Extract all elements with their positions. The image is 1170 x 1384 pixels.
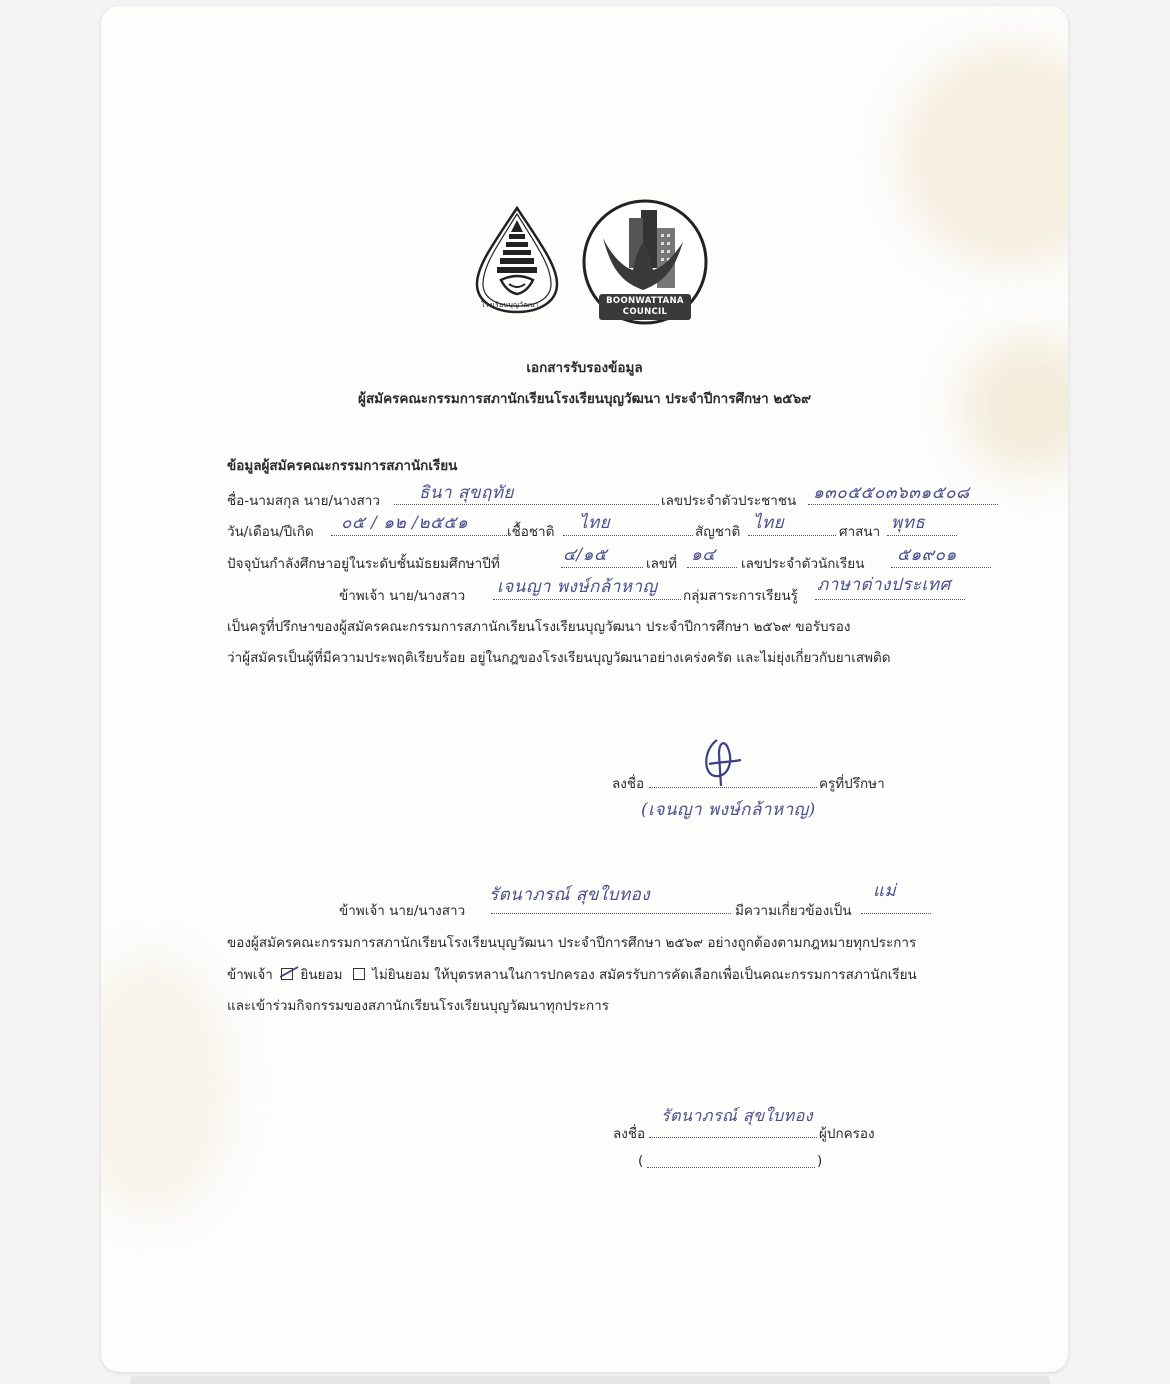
paper-stain (901, 46, 1068, 266)
dept-label: กลุ่มสาระการเรียนรู้ (683, 588, 798, 604)
paper-stain (101, 956, 231, 1216)
guardian-name-open-paren: ( (638, 1153, 644, 1169)
race-value: ไทย (579, 513, 611, 533)
nationality-value: ไทย (753, 513, 785, 533)
section-heading: ข้อมูลผู้สมัครคณะกรรมการสภานักเรียน (227, 458, 458, 474)
guardian-sign-label: ลงชื่อ (613, 1126, 646, 1142)
teacher-statement-line2: ว่าผู้สมัครเป็นผู้ที่มีความประพฤติเรียบร้อย อยู่ในกฎของโรงเรียนบุญวัฒนาอย่างเคร่งครัด และไม่ยุ่งเกี่ยวกับยาเสพติด (227, 650, 891, 666)
religion-label: ศาสนา (839, 524, 881, 540)
religion-value: พุทธ (891, 513, 926, 533)
guardian-signature: รัตนาภรณ์ สุขใบทอง (661, 1106, 814, 1125)
dob-label: วัน/เดือน/ปีเกิด (227, 524, 314, 540)
number-label: เลขที่ (646, 556, 678, 572)
id-value: ๑๓๐๕๕๐๓๖๓๑๕๐๘ (813, 483, 970, 503)
dept-line (815, 599, 965, 600)
student-id-value: ๕๑๙๐๑ (897, 545, 957, 565)
class-value: ๔/๑๕ (563, 545, 608, 565)
document-page (101, 6, 1068, 1372)
guardian-name-close-paren: ) (817, 1153, 823, 1169)
consent-checkbox[interactable] (281, 968, 293, 980)
student-id-label: เลขประจำตัวนักเรียน (741, 556, 865, 572)
guardian-relation-label: มีความเกี่ยวข้องเป็น (735, 903, 852, 919)
number-value: ๑๔ (691, 545, 716, 565)
school-emblem-text: โรงเรียนบุญวัฒนา (481, 301, 539, 309)
guardian-relation-line (861, 913, 931, 914)
dept-value: ภาษาต่างประเทศ (817, 575, 951, 595)
guardian-name-value: รัตนาภรณ์ สุขใบทอง (489, 885, 651, 905)
next-page-edge (130, 1376, 1050, 1384)
guardian-intro-label: ข้าพเจ้า นาย/นางสาว (339, 903, 466, 919)
guardian-line2: ของผู้สมัครคณะกรรมการสภานักเรียนโรงเรียนบุญวัฒนา ประจำปีการศึกษา ๒๕๖๙ อย่างถูกต้องตามกฎหมายทุกประการ (227, 935, 917, 951)
dob-value: ๐๕ / ๑๒ /๒๕๕๑ (341, 513, 469, 533)
consent-check-mark-icon (280, 965, 300, 979)
race-label: เชื้อชาติ (507, 524, 555, 540)
id-label: เลขประจำตัวประชาชน (661, 493, 797, 509)
guardian-name-line (491, 913, 731, 914)
council-logo-line2: COUNCIL (622, 307, 668, 317)
consent-label: ยินยอม (300, 967, 343, 983)
guardian-sign-line (649, 1137, 817, 1138)
teacher-role: ครูที่ปรึกษา (819, 776, 885, 792)
teacher-signature (697, 736, 747, 790)
not-consent-label: ไม่ยินยอม (372, 967, 430, 983)
name-value: ธินา สุขฤทัย (419, 483, 514, 503)
guardian-line3 (227, 963, 917, 985)
guardian-line3-suffix: ให้บุตรหลานในการปกครอง สมัครรับการคัดเลือกเพื่อเป็นคณะกรรมการสภานักเรียน (434, 967, 917, 983)
council-logo-line1: BOONWATTANA (606, 296, 684, 306)
guardian-line3-prefix: ข้าพเจ้า (227, 967, 273, 983)
document-title: เอกสารรับรองข้อมูล (526, 360, 643, 376)
teacher-value: เจนญา พงษ์กล้าหาญ (497, 577, 658, 597)
guardian-role: ผู้ปกครอง (819, 1126, 875, 1142)
teacher-statement-line1: เป็นครูที่ปรึกษาของผู้สมัครคณะกรรมการสภานักเรียนโรงเรียนบุญวัฒนา ประจำปีการศึกษา ๒๕๖๙ ขอรับรอง (227, 619, 851, 635)
study-label: ปัจจุบันกำลังศึกษาอยู่ในระดับชั้นมัธยมศึกษาปีที่ (227, 556, 500, 572)
teacher-sign-label: ลงชื่อ (612, 776, 645, 792)
name-label: ชื่อ-นามสกุล นาย/นางสาว (227, 493, 380, 509)
guardian-line4: และเข้าร่วมกิจกรรมของสภานักเรียนโรงเรียนบุญวัฒนาทุกประการ (227, 998, 609, 1014)
teacher-label: ข้าพเจ้า นาย/นางสาว (339, 588, 466, 604)
document-subtitle: ผู้สมัครคณะกรรมการสภานักเรียนโรงเรียนบุญวัฒนา ประจำปีการศึกษา ๒๕๖๙ (358, 391, 811, 407)
not-consent-checkbox[interactable] (353, 968, 365, 980)
nationality-label: สัญชาติ (695, 524, 741, 540)
guardian-printed-name-line (647, 1167, 815, 1168)
teacher-printed-name: (เจนญา พงษ์กล้าหาญ) (641, 800, 816, 820)
guardian-relation-value: แม่ (873, 881, 897, 901)
